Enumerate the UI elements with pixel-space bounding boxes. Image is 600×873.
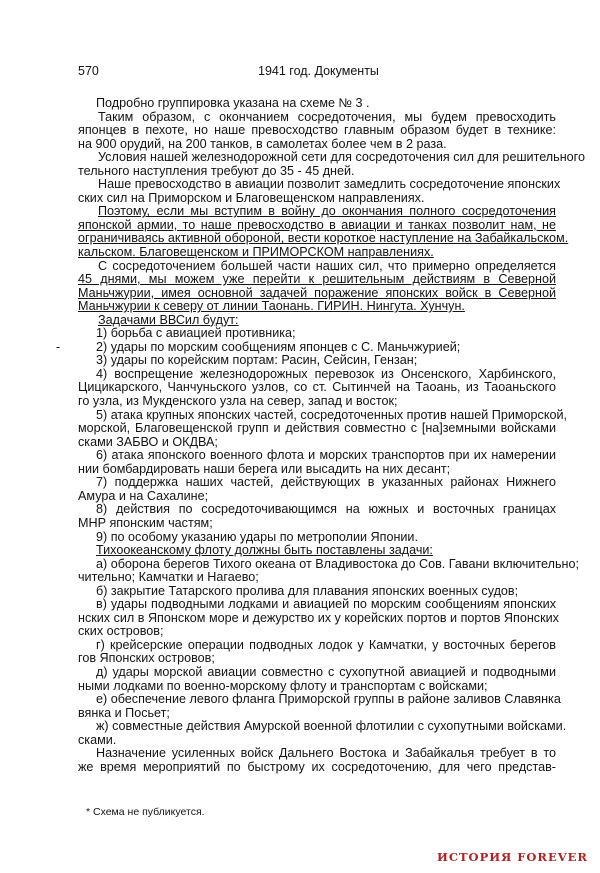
text-line: 7) поддержка наших частей, действующих в указанных районах Нижнего (96, 475, 556, 490)
text-line: в) удары подводными лодками и авиацией по морским сообщениям японских (96, 597, 556, 612)
text-line: же время мероприятий по быстрому их сосредоточению, для чего представ- (78, 759, 556, 774)
text-line-underlined: ограничиваясь активной обороной, вести короткое наступление на Забайкальском. (78, 231, 569, 246)
text-line: Условия нашей железнодорожной сети для сосредоточения сил для решительного (98, 150, 585, 165)
text-line: нских сил в Японском море и дежурство их у корейских портов и портов Японских (78, 610, 559, 625)
footnote: * Схема не публикуется. (86, 806, 205, 818)
text-line-underlined: Поэтому, если мы вступим в войну до окончания полного сосредоточения (98, 204, 556, 219)
text-line: сками ЗАБВО и ОКДВА; (78, 434, 218, 449)
text-line: ж) совместные действия Амурской военной флотилии с сухопутными войсками. (96, 719, 567, 734)
text-line: на 900 орудий, на 200 танков, в самолетах более чем в 2 раза. (78, 136, 447, 151)
text-line: го узла, из Мукденского узла на север, запад и восток; (78, 394, 398, 409)
margin-dash: - (56, 339, 61, 354)
text-line (56, 339, 556, 355)
text-line: Наше превосходство в авиации позволит замедлить сосредоточение японских (98, 177, 561, 192)
text-line: 5) атака крупных японских частей, сосредоточенных против нашей Приморской, (96, 407, 568, 422)
text-line: 8) действия по сосредоточивающимся на южных и восточных границах (96, 502, 556, 517)
text-line-underlined: японской армии, то наше превосходство в авиации и танках позволит нам, не (78, 217, 556, 232)
text-line-underlined: Тихоокеанскому флоту должны быть поставлены задачи: (96, 543, 433, 558)
running-head: 1941 год. Документы (258, 64, 379, 78)
text-line-underlined: Маньчжурии, имея основной задачей поражение японских войск в Северной (78, 285, 556, 300)
text-line-underlined: кальском. Благовещенском и ПРИМОРСКОМ направлениях. (78, 245, 434, 260)
text-line: Таким образом, с окончанием сосредоточения, мы будем превосходить (98, 109, 556, 124)
text-line: сками. (78, 732, 117, 747)
text-line: ских сил на Приморском и Благовещенском направлениях. (78, 190, 425, 205)
watermark-logo: ИСТОРИЯ FOREVER (436, 850, 588, 864)
text-line-underlined: Задачами ВВСил будут: (98, 312, 239, 327)
document-body (56, 96, 585, 774)
text-line: 4) воспрещение железнодорожных перевозок из Онсенского, Харбинского, (96, 366, 556, 381)
text-line: е) обеспечение левого фланга Приморской группы в районе заливов Славянка (96, 692, 561, 707)
text-line: 6) атака японского военного флота и морских транспортов при их намерении (96, 448, 556, 463)
text-line: вянка и Посьет; (78, 705, 170, 720)
text-line: тельного наступления требуют до 35 - 45 дней. (78, 163, 355, 178)
text-line: МНР японским частям; (78, 515, 213, 530)
text-line: С сосредоточением большей части наших сил, что примерно определяется (98, 258, 556, 273)
text-line: д) удары морской авиации совместно с сухопутной авиацией и подводными (96, 664, 556, 679)
text-line: гов Японских островов; (78, 651, 215, 666)
page-number: 570 (78, 64, 99, 78)
text-line: 1) борьба с авиацией противника; (96, 326, 296, 341)
text-line-underlined: Маньчжурии к северу от линии Таонань. ГИРИН. Нингута. Хунчун. (78, 299, 465, 314)
text-line: ских островов; (78, 624, 164, 639)
text-line: 9) по особому указанию удары по метрополии Японии. (96, 529, 418, 544)
text-line: б) закрытие Татарского пролива для плавания японских военных судов; (96, 583, 519, 598)
text-line: 3) удары по корейским портам: Расин, Сейсин, Гензан; (96, 353, 418, 368)
text-line-content: 2) удары по морским сообщениям японцев с С. Маньчжурией; (96, 339, 461, 354)
text-line: а) оборона берегов Тихого океана от Владивостока до Сов. Гавани включительно; (96, 556, 579, 571)
text-line: японцев в пехоте, но наше превосходство главным образом будет в технике: (78, 123, 556, 138)
text-line-underlined: 45 днями, мы можем уже перейти к решительным действиям в Северной (78, 272, 556, 287)
text-line: нии бомбардировать наши берега или высадить на них десант; (78, 461, 451, 476)
text-line: Подробно группировка указана на схеме № 3 . (96, 96, 370, 110)
text-line: ными лодками по военно-морскому флоту и транспортам с войсками; (78, 678, 488, 693)
text-line: чительно; Камчатки и Нагаево; (78, 570, 259, 585)
text-line: морской, Благовещенской групп и действия совместно с [на]земными войсками (78, 421, 556, 436)
text-line: г) крейсерские операции подводных лодок у Камчатки, у восточных берегов (96, 637, 556, 652)
text-line: Назначение усиленных войск Дальнего Востока и Забайкалья требует в то (96, 746, 556, 761)
text-line: Амура и на Сахалине; (78, 488, 209, 503)
text-line: Цицикарского, Чанчуньского узлов, со ст. Сытинчей на Таоань, из Таоаньского (78, 380, 556, 395)
